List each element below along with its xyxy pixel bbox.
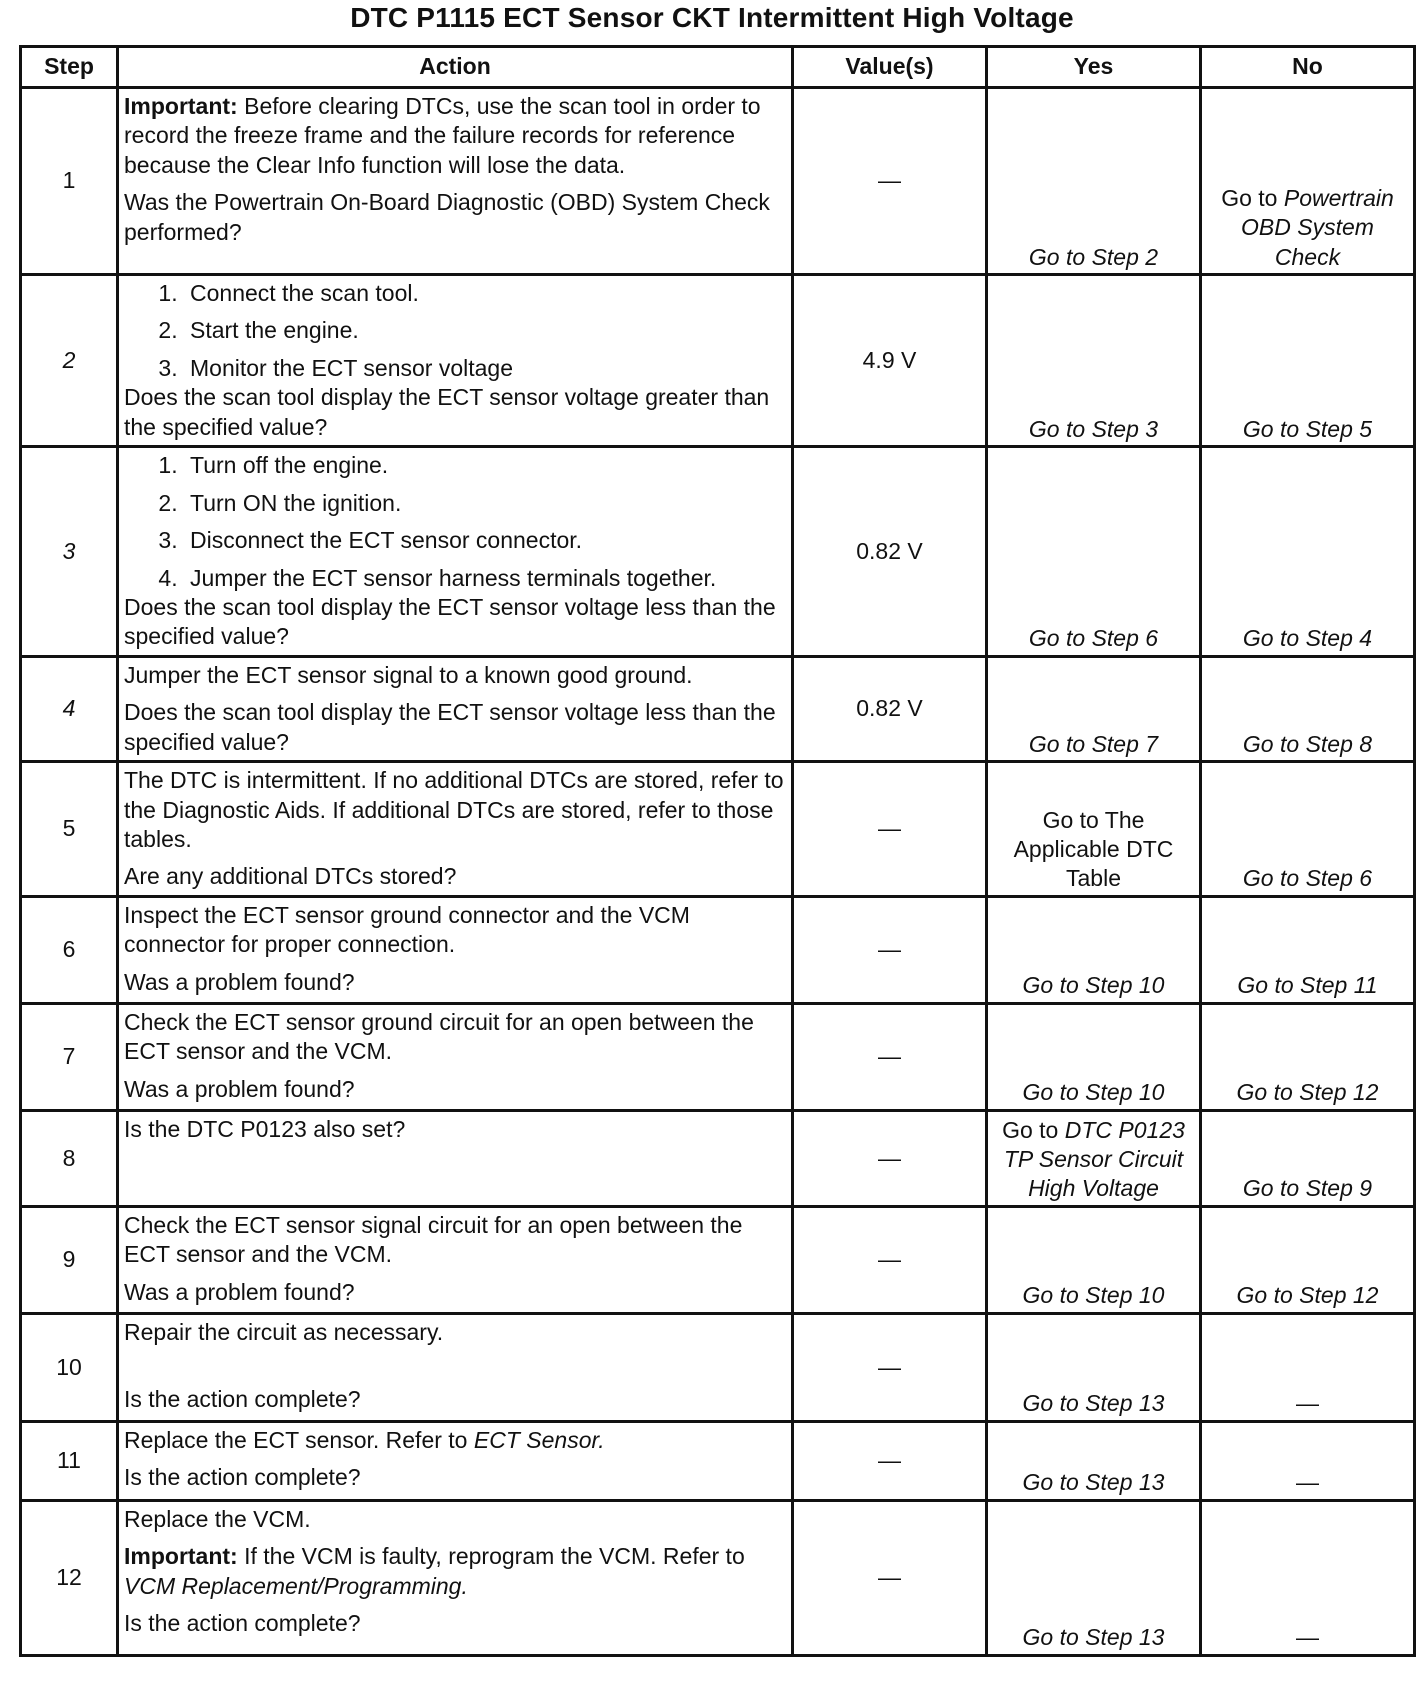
value-cell: 4.9 V [793,275,987,447]
no-link[interactable]: Go to Step 12 [1236,1282,1379,1309]
yes-cell [987,896,1201,1003]
value-cell: — [793,896,987,1003]
yes-cell [987,656,1201,761]
question: Was a problem found? [124,968,355,995]
question: Was the Powertrain On-Board Diagnostic (OBD) System Check performed? [124,189,770,245]
page-title: DTC P1115 ECT Sensor CKT Intermittent High Voltage [350,2,1074,33]
no-link[interactable]: Go to Step 9 [1242,1175,1373,1202]
no-cell [1201,656,1415,761]
value-cell: — [793,1206,987,1313]
procedure-item: 1. Connect the scan tool. [184,279,786,308]
step-number: 1 [21,88,118,275]
question: Does the scan tool display the ECT sensor voltage less than the specified value? [124,593,776,650]
diagnostic-table [19,45,1416,1657]
no-link[interactable]: Go to Step 4 [1242,625,1373,652]
value-cell: 0.82 V [793,656,987,761]
table-row [21,1003,1415,1110]
no-value: — [1296,1390,1319,1417]
header-values: Value(s) [793,47,987,88]
step-number: 3 [21,447,118,657]
table-row [21,1313,1415,1421]
important-label: Important: [124,1543,238,1570]
no-link[interactable]: Go to Step 8 [1242,730,1373,757]
table-row [21,1110,1415,1206]
action-text: Inspect the ECT sensor ground connector and the VCM connector for proper connection. [124,901,690,958]
table-row [21,656,1415,761]
header-no: No [1201,47,1415,88]
action-cell [118,1313,793,1421]
value-cell: — [793,1003,987,1110]
yes-link[interactable]: Go to Step 2 [1028,243,1159,270]
no-cell [1201,275,1415,447]
step-number: 12 [21,1500,118,1655]
question: Is the action complete? [124,1464,361,1491]
no-cell [1201,1003,1415,1110]
header-step: Step [21,47,118,88]
yes-link[interactable]: Go to Step 3 [1028,415,1159,442]
step-number: 7 [21,1003,118,1110]
action-cell [118,1206,793,1313]
action-text: Replace the ECT sensor. Refer to [124,1426,474,1453]
procedure-item: 1. Turn off the engine. [184,451,786,480]
yes-cell [987,1421,1201,1500]
question: Was a problem found? [124,1278,355,1305]
step-number: 8 [21,1110,118,1206]
yes-cell [987,447,1201,657]
yes-link[interactable]: Go to Step 10 [1022,972,1165,999]
reference-link[interactable]: VCM Replacement/Programming. [124,1572,468,1599]
no-cell [1201,447,1415,657]
important-text: If the VCM is faulty, reprogram the VCM. Refer to [237,1543,745,1570]
question: Was a problem found? [124,1075,355,1102]
value-cell: — [793,1313,987,1421]
question: Is the DTC P0123 also set? [124,1115,406,1142]
no-link[interactable]: Powertrain OBD System Check [1241,184,1394,270]
value-cell: — [793,88,987,275]
table-row [21,1421,1415,1500]
action-cell [118,896,793,1003]
yes-link[interactable]: Go to Step 13 [1022,1469,1165,1496]
value-cell: — [793,762,987,897]
value-cell: — [793,1500,987,1655]
step-number: 2 [21,275,118,447]
yes-cell [987,1110,1201,1206]
no-value: — [1296,1624,1319,1651]
yes-cell [987,1003,1201,1110]
value-cell: 0.82 V [793,447,987,657]
action-cell [118,447,793,657]
no-prefix: Go to [1221,184,1284,211]
action-cell [118,762,793,897]
question: Is the action complete? [124,1386,361,1413]
procedure-item: 3. Disconnect the ECT sensor connector. [184,526,786,555]
no-cell [1201,1206,1415,1313]
table-row [21,1500,1415,1655]
yes-cell [987,275,1201,447]
no-cell [1201,1313,1415,1421]
value-cell: — [793,1421,987,1500]
important-text: Before clearing DTCs, use the scan tool in order to record the freeze frame and the failure records for reference because the Clear Info function will lose the data. [124,93,761,178]
header-row [21,47,1415,88]
header-action: Action [118,47,793,88]
action-cell [118,656,793,761]
yes-link[interactable]: Go to Step 10 [1022,1282,1165,1309]
procedure-item: 2. Turn ON the ignition. [184,489,786,518]
action-cell [118,275,793,447]
yes-cell [987,1206,1201,1313]
yes-cell [987,88,1201,275]
no-cell [1201,1110,1415,1206]
no-cell [1201,88,1415,275]
table-row [21,896,1415,1003]
step-number: 11 [21,1421,118,1500]
action-text: Jumper the ECT sensor signal to a known good ground. [124,661,693,688]
reference-link[interactable]: ECT Sensor. [473,1426,605,1453]
no-cell [1201,1500,1415,1655]
no-cell [1201,1421,1415,1500]
action-text: The DTC is intermittent. If no additional DTCs are stored, refer to the Diagnostic Aids. If additional DTCs are stored, refer to those tables. [124,767,784,852]
yes-link[interactable]: Go to Step 7 [1028,730,1159,757]
no-value: — [1296,1469,1319,1496]
step-number: 5 [21,762,118,897]
action-text: Check the ECT sensor signal circuit for an open between the ECT sensor and the VCM. [124,1211,743,1268]
step-number: 4 [21,656,118,761]
yes-link[interactable]: Go to The Applicable DTC Table [1013,806,1174,892]
procedure-item: 3. Monitor the ECT sensor voltage [184,354,786,383]
procedure-item: 2. Start the engine. [184,316,786,345]
table-row [21,762,1415,897]
action-text: Replace the VCM. [124,1505,311,1532]
header-yes: Yes [987,47,1201,88]
action-cell [118,88,793,275]
yes-link[interactable]: Go to Step 13 [1022,1624,1165,1651]
yes-cell [987,1313,1201,1421]
no-link[interactable]: Go to Step 6 [1242,865,1373,892]
action-cell [118,1110,793,1206]
yes-link[interactable]: DTC P0123 TP Sensor Circuit High Voltage [1003,1116,1185,1202]
table-row [21,88,1415,275]
yes-link[interactable]: Go to Step 10 [1022,1079,1165,1106]
no-link[interactable]: Go to Step 12 [1236,1079,1379,1106]
yes-cell [987,762,1201,897]
yes-link[interactable]: Go to Step 13 [1022,1390,1165,1417]
value-cell: — [793,1110,987,1206]
no-link[interactable]: Go to Step 11 [1237,972,1378,999]
step-number: 6 [21,896,118,1003]
no-cell [1201,896,1415,1003]
action-text: Check the ECT sensor ground circuit for an open between the ECT sensor and the VCM. [124,1008,754,1065]
question: Does the scan tool display the ECT sensor voltage greater than the specified value? [124,384,770,440]
yes-prefix: Go to [1002,1116,1065,1143]
procedure-list [124,279,786,383]
procedure-list [124,451,786,593]
question: Does the scan tool display the ECT sensor voltage less than the specified value? [124,699,776,755]
question: Is the action complete? [124,1610,361,1637]
important-label: Important: [124,93,238,119]
yes-link[interactable]: Go to Step 6 [1028,625,1159,652]
action-cell [118,1500,793,1655]
table-row [21,447,1415,657]
table-row [21,1206,1415,1313]
step-number: 9 [21,1206,118,1313]
action-cell [118,1003,793,1110]
action-cell [118,1421,793,1500]
action-text: Repair the circuit as necessary. [124,1318,444,1345]
no-link[interactable]: Go to Step 5 [1242,415,1373,442]
no-cell [1201,762,1415,897]
table-row [21,275,1415,447]
procedure-item: 4. Jumper the ECT sensor harness terminals together. [184,564,786,593]
step-number: 10 [21,1313,118,1421]
yes-cell [987,1500,1201,1655]
question: Are any additional DTCs stored? [124,863,457,890]
